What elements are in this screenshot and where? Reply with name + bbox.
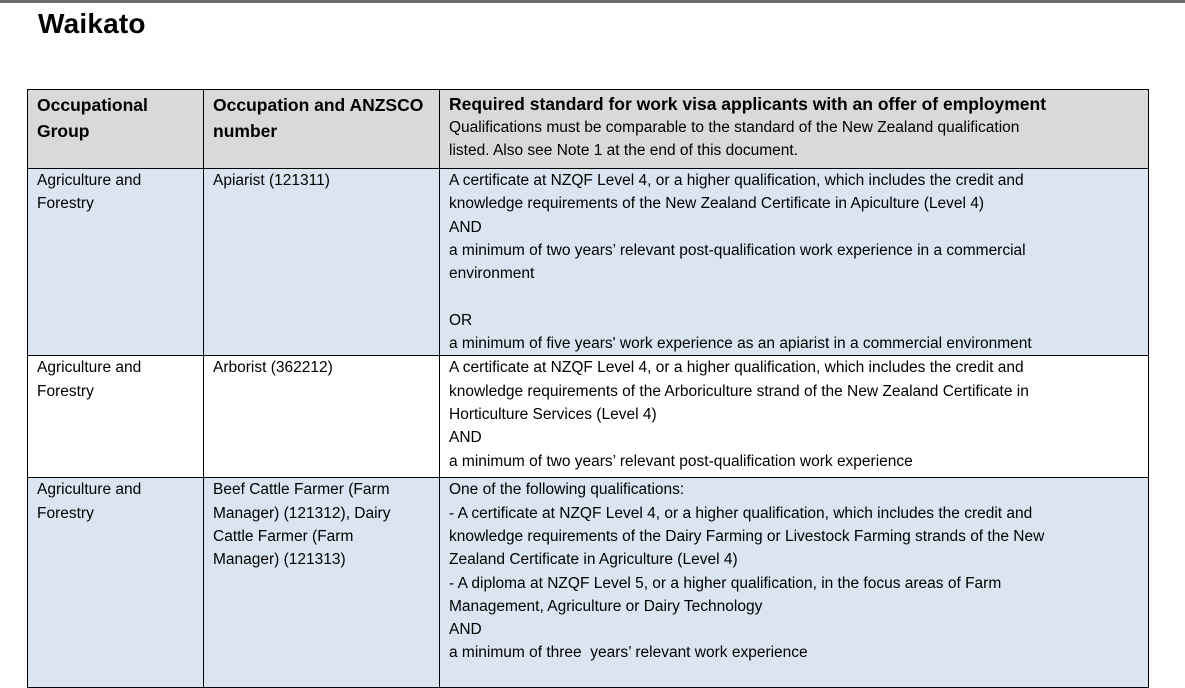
- standard-line: knowledge requirements of the New Zealand Certificate in Apiculture (Level 4): [449, 195, 985, 213]
- table-row: [28, 356, 1149, 478]
- occupation-text: Beef Cattle Farmer (Farm: [213, 481, 390, 499]
- cell-standard: [440, 169, 1149, 356]
- standard-line: Zealand Certificate in Agriculture (Level 4): [449, 551, 738, 569]
- standard-line: AND: [449, 429, 482, 447]
- standard-line: a minimum of two years’ relevant post-qualification work experience: [449, 452, 913, 470]
- cell-group: [28, 356, 204, 478]
- top-border: [0, 0, 1185, 3]
- cell-occupation: [204, 478, 440, 688]
- standard-line: A certificate at NZQF Level 4, or a higher qualification, which includes the credit and: [449, 359, 1024, 377]
- cell-standard: [440, 478, 1149, 688]
- cell-standard: [440, 356, 1149, 478]
- standard-line: A certificate at NZQF Level 4, or a higher qualification, which includes the credit and: [449, 172, 1024, 189]
- standard-line: a minimum of three years’ relevant work experience: [449, 644, 808, 662]
- cell-occupation: [204, 356, 440, 478]
- header-required-standard: [440, 90, 1149, 169]
- header-standard-title: Required standard for work visa applicants with an offer of employment: [449, 94, 1047, 114]
- standard-line: knowledge requirements of the Arboriculture strand of the New Zealand Certificate in: [449, 382, 1029, 400]
- table-header-row: [28, 90, 1149, 169]
- header-standard-note-1: Qualifications must be comparable to the standard of the New Zealand qualification: [449, 119, 1020, 136]
- standard-line: Horticulture Services (Level 4): [449, 405, 657, 423]
- occupation-text: Cattle Farmer (Farm: [213, 527, 354, 545]
- standard-line: One of the following qualifications:: [449, 481, 685, 499]
- standard-line: a minimum of five years' work experience as an apiarist in a commercial environment: [449, 335, 1032, 353]
- group-text: Forestry: [37, 195, 94, 213]
- standard-line: environment: [449, 265, 535, 283]
- table-row: [28, 169, 1149, 356]
- occupation-table: [27, 89, 1149, 688]
- standard-line: - A diploma at NZQF Level 5, or a higher qualification, in the focus areas of Farm: [449, 574, 1002, 592]
- header-standard-note-2: listed. Also see Note 1 at the end of this document.: [449, 142, 798, 160]
- group-text: Forestry: [37, 504, 94, 522]
- table-row: [28, 478, 1149, 688]
- standard-line: OR: [449, 311, 473, 329]
- header-occupation: Occupation and ANZSCO number: [204, 90, 440, 169]
- standard-line: AND: [449, 621, 482, 639]
- standard-line: Management, Agriculture or Dairy Technology: [449, 597, 763, 615]
- group-text: Agriculture and: [37, 172, 142, 189]
- occupation-text: Arborist (362212): [213, 359, 333, 377]
- group-text: Agriculture and: [37, 359, 142, 377]
- standard-line: a minimum of two years’ relevant post-qualification work experience in a commercial: [449, 241, 1026, 259]
- standard-line: [449, 285, 1139, 308]
- cell-occupation: [204, 169, 440, 356]
- occupation-text: Apiarist (121311): [213, 172, 330, 189]
- header-occupational-group: Occupational Group: [28, 90, 204, 169]
- standard-line: - A certificate at NZQF Level 4, or a higher qualification, which includes the credit and: [449, 504, 1033, 522]
- region-title: Waikato: [38, 8, 146, 39]
- standard-line: AND: [449, 218, 482, 236]
- occupation-text: Manager) (121313): [213, 551, 346, 569]
- cell-group: [28, 169, 204, 356]
- group-text: Agriculture and: [37, 481, 142, 499]
- occupation-text: Manager) (121312), Dairy: [213, 504, 391, 522]
- cell-group: [28, 478, 204, 688]
- group-text: Forestry: [37, 382, 94, 400]
- standard-line: knowledge requirements of the Dairy Farming or Livestock Farming strands of the New: [449, 527, 1045, 545]
